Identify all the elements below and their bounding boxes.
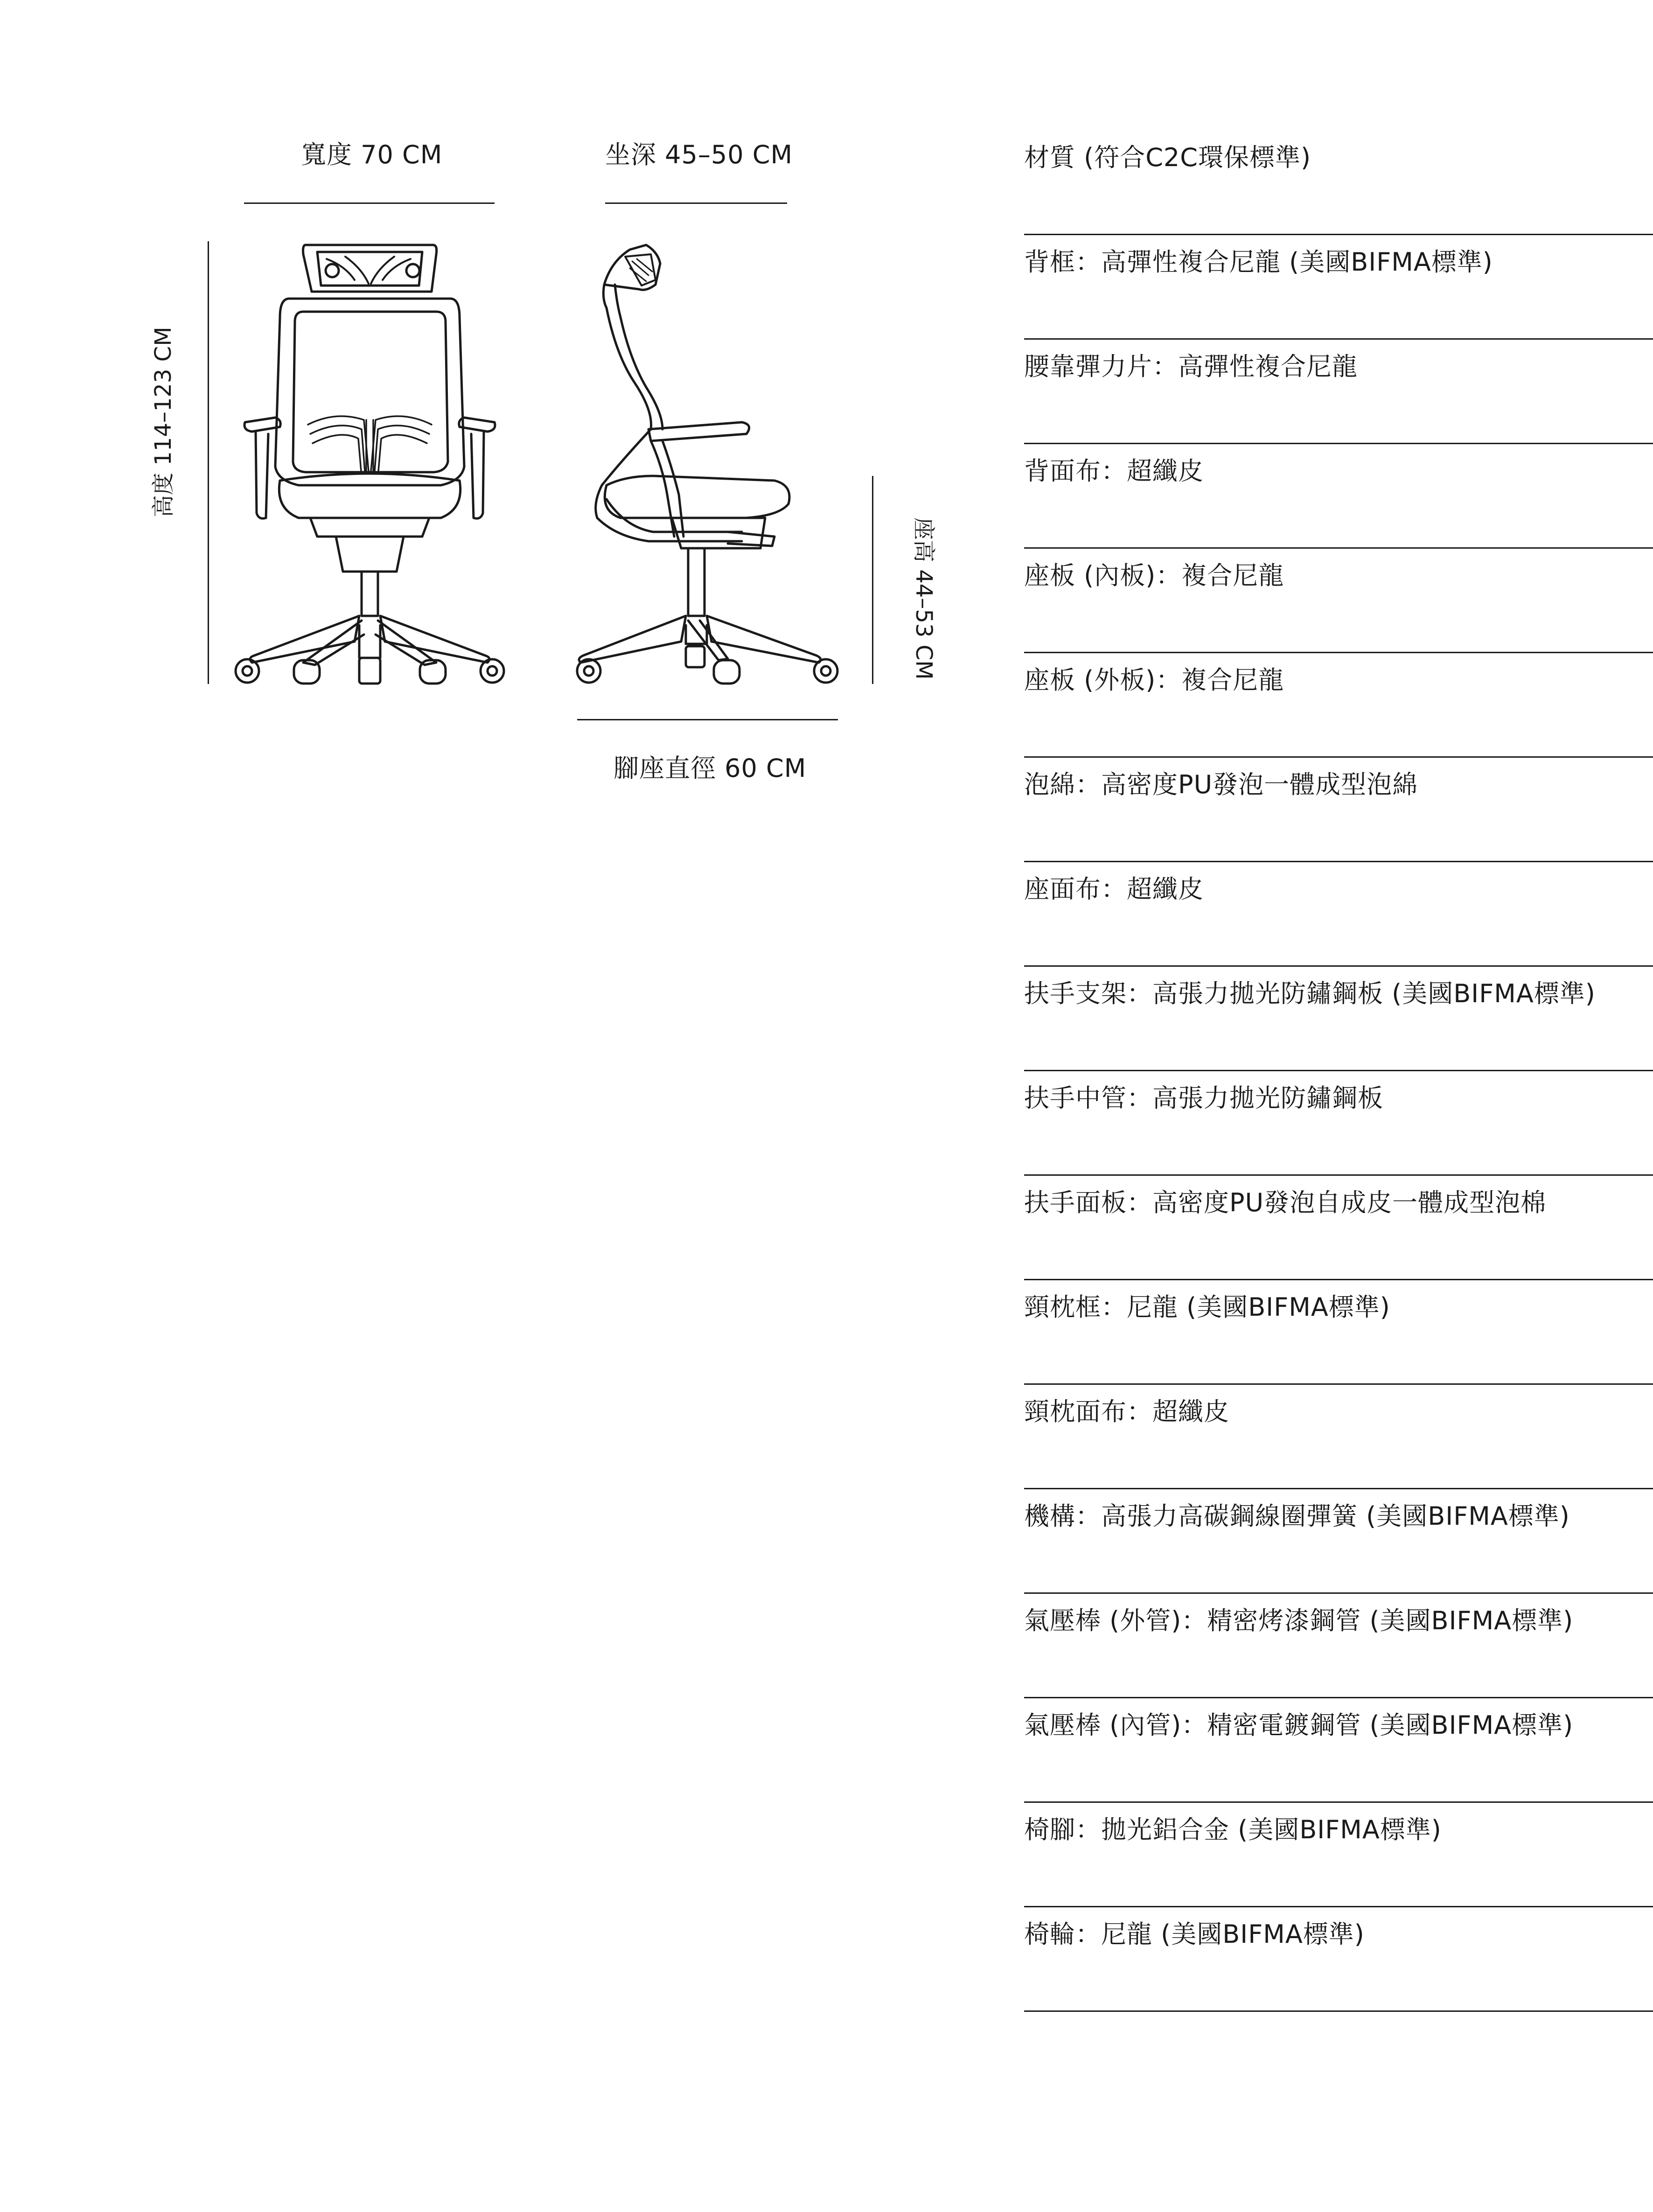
width-dimension-label: 寬度 70 CM [301, 140, 443, 169]
base-diameter-dimension-label: 腳座直徑 60 CM [614, 754, 807, 783]
spec-item-back-frame: 背框：高彈性複合尼龍 (美國BIFMA標準) [1024, 235, 1653, 340]
spec-item-foam: 泡綿：高密度PU發泡一體成型泡綿 [1024, 758, 1653, 862]
spec-item-back-fabric: 背面布：超纖皮 [1024, 444, 1653, 549]
spec-item-armrest-pad: 扶手面板：高密度PU發泡自成皮一體成型泡棉 [1024, 1176, 1653, 1280]
spec-item-casters: 椅輪：尼龍 (美國BIFMA標準) [1024, 1907, 1653, 2012]
spec-item-seat-inner-plate: 座板 (內板)：複合尼龍 [1024, 549, 1653, 653]
chair-front-view-illustration [236, 245, 504, 684]
spec-item-mechanism: 機構：高張力高碳鋼線圈彈簧 (美國BIFMA標準) [1024, 1489, 1653, 1594]
spec-item-headrest-frame: 頸枕框：尼龍 (美國BIFMA標準) [1024, 1280, 1653, 1385]
spec-item-lumbar-spring: 腰靠彈力片：高彈性複合尼龍 [1024, 340, 1653, 444]
height-dimension-label: 高度 114–123 CM [150, 327, 176, 517]
material-spec-list [1024, 131, 1653, 2012]
spec-item-headrest-fabric: 頸枕面布：超纖皮 [1024, 1385, 1653, 1489]
spec-item-seat-outer-plate: 座板 (外板)：複合尼龍 [1024, 653, 1653, 758]
spec-item-material-standard: 材質 (符合C2C環保標準) [1024, 131, 1653, 235]
spec-item-armrest-tube: 扶手中管：高張力拋光防鏽鋼板 [1024, 1071, 1653, 1176]
spec-item-gas-lift-outer: 氣壓棒 (外管)：精密烤漆鋼管 (美國BIFMA標準) [1024, 1594, 1653, 1698]
spec-item-seat-fabric: 座面布：超纖皮 [1024, 862, 1653, 967]
chair-side-view-illustration [577, 245, 837, 684]
spec-item-gas-lift-inner: 氣壓棒 (內管)：精密電鍍鋼管 (美國BIFMA標準) [1024, 1698, 1653, 1803]
spec-item-chair-base: 椅腳：拋光鋁合金 (美國BIFMA標準) [1024, 1803, 1653, 1907]
depth-dimension-label: 坐深 45–50 CM [605, 140, 793, 169]
spec-item-armrest-bracket: 扶手支架：高張力拋光防鏽鋼板 (美國BIFMA標準) [1024, 967, 1653, 1071]
seat-height-dimension-label: 座高 44–53 CM [911, 517, 937, 680]
